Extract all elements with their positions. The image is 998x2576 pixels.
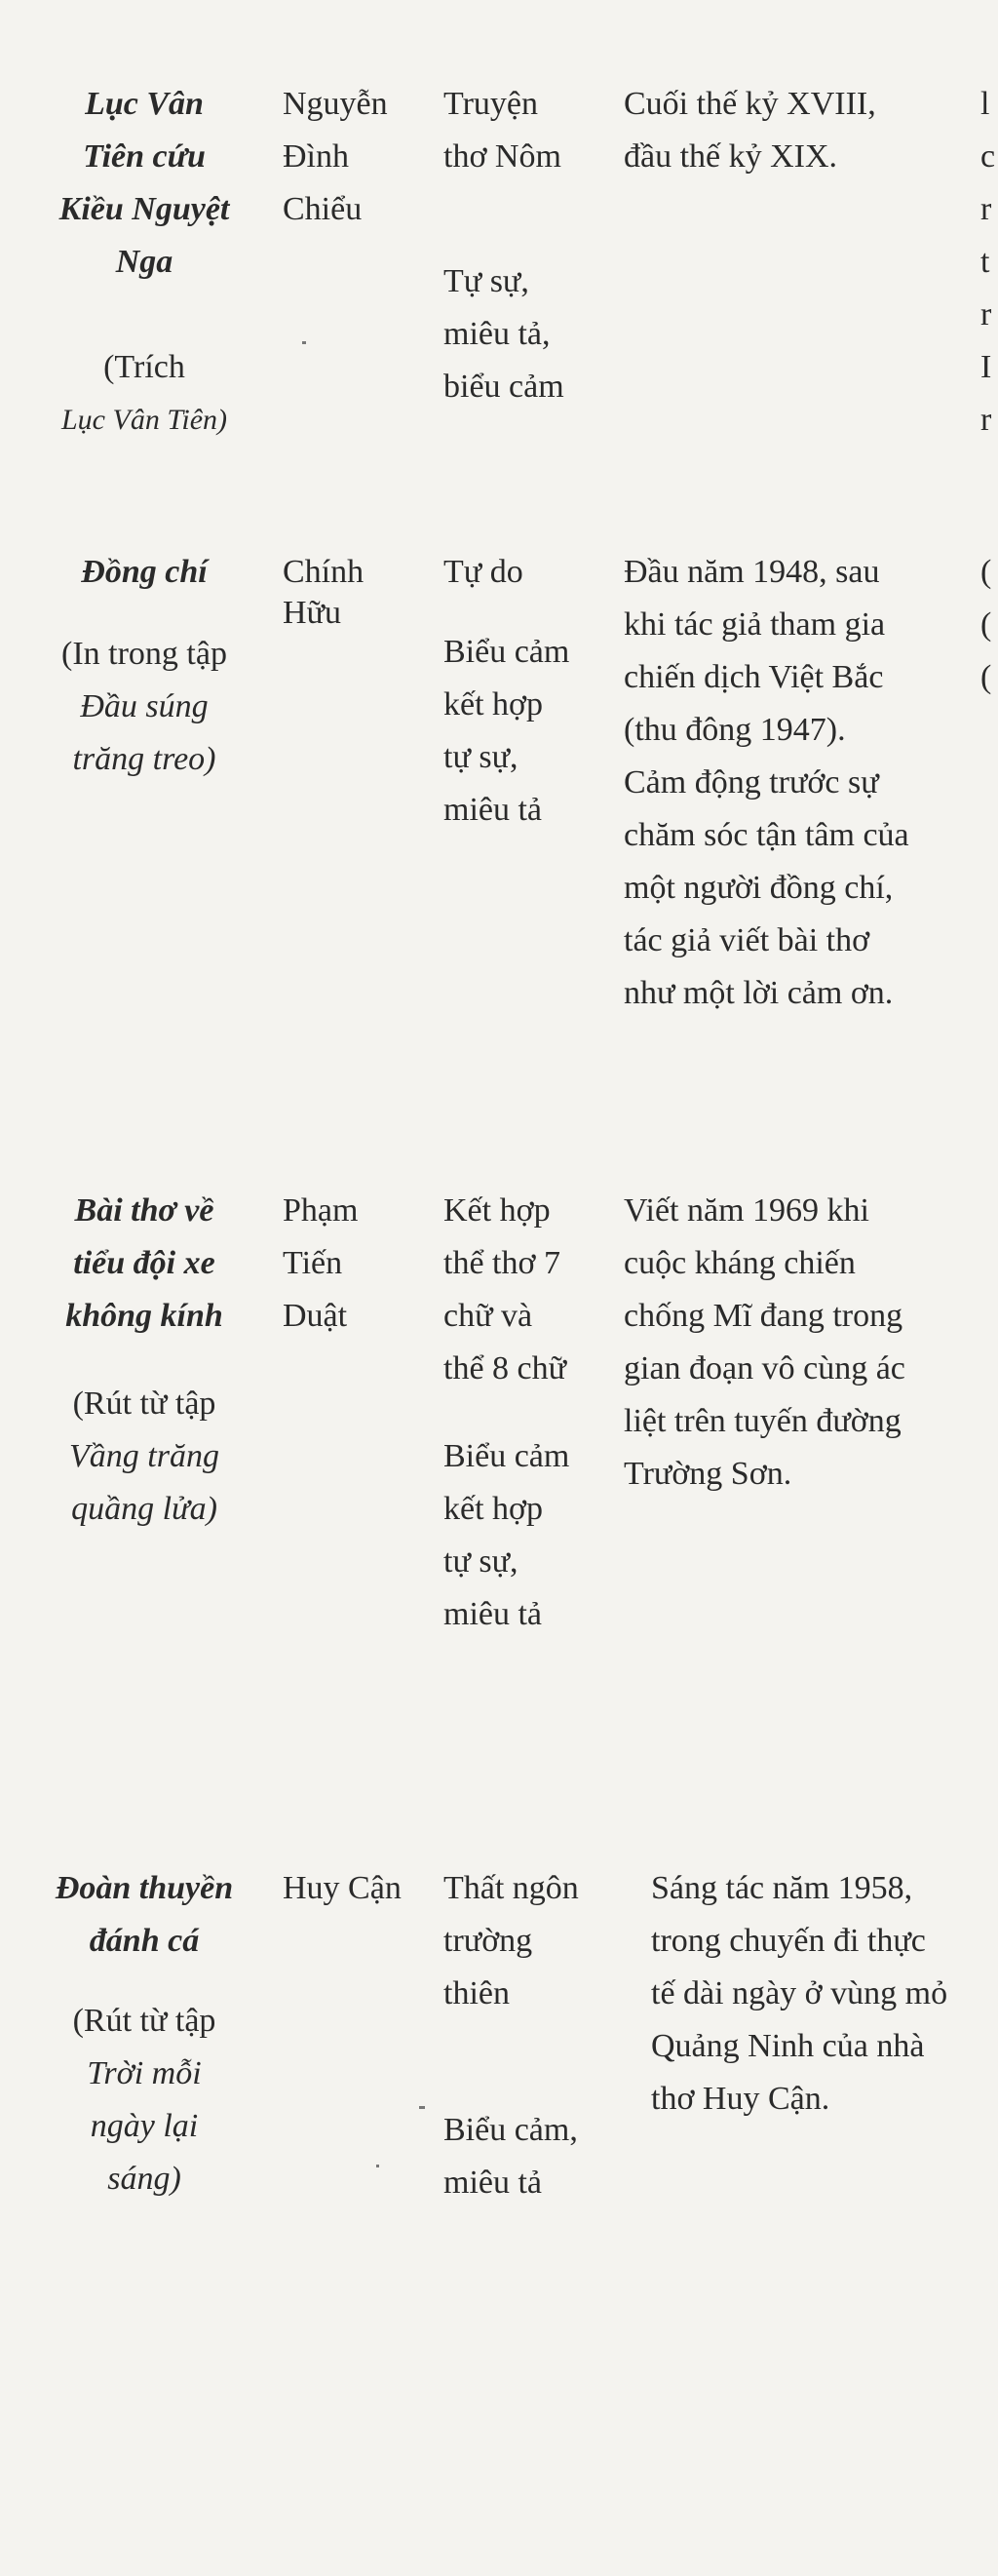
table-row [0,1862,998,2272]
work-title: không kính [65,1298,223,1334]
context-text: chống Mĩ đang trong [624,1298,903,1334]
author-name: Nguyễn [283,86,388,122]
cut-off-column [980,78,998,447]
work-title: Đồng chí [81,554,208,590]
work-title-cell [27,1185,261,1536]
work-title-cell [27,1862,261,2205]
expression-mode: miêu tả [443,1596,543,1632]
work-source: (In trong tập [61,636,227,672]
work-source: Đầu súng [80,688,209,724]
work-title-cell [27,78,261,447]
context-text: trong chuyến đi thực [651,1923,926,1959]
context-text: (thu đông 1947). [624,712,846,748]
expression-mode: biểu cảm [443,369,564,405]
author-cell [283,1862,429,1915]
context-text: Viết năm 1969 khi [624,1192,869,1229]
context-text: chăm sóc tận tâm của [624,817,909,853]
author-cell [283,546,429,631]
context-cell [624,1185,960,1501]
context-text: Trường Sơn. [624,1456,792,1492]
author-name: Huy Cận [283,1870,402,1906]
work-source: Trời mỗi [87,2055,202,2091]
context-text: thơ Huy Cận. [651,2081,830,2117]
context-text: Đầu năm 1948, sau [624,554,880,590]
genre-text: Kết hợp [443,1192,551,1229]
context-text: như một lời cảm ơn. [624,975,894,1011]
edge-glyph: ( [980,659,992,695]
work-title: Đoàn thuyền [55,1870,234,1906]
edge-glyph: I [980,349,992,385]
context-text: một người đồng chí, [624,870,894,906]
work-title: Lục Vân [85,86,204,122]
context-text: đầu thế kỷ XIX. [624,138,838,175]
author-name: Phạm [283,1192,359,1229]
table-row [0,78,998,488]
genre-text: thiên [443,1975,510,2011]
edge-glyph: ( [980,554,992,590]
expression-mode: kết hợp [443,1491,544,1527]
context-text: chiến dịch Việt Bắc [624,659,884,695]
edge-glyph: l [980,86,990,122]
work-source: ngày lại [90,2108,199,2144]
cut-off-column [980,546,998,704]
work-source: trăng treo) [72,741,216,777]
scan-speck [376,2165,379,2167]
work-title: Nga [115,244,173,280]
context-cell [624,78,960,183]
expression-mode: miêu tả, [443,316,551,352]
work-source: (Rút từ tập [72,2003,216,2039]
edge-glyph: r [980,296,992,332]
expression-mode: miêu tả [443,2165,543,2201]
work-title: Kiều Nguyệt [58,191,230,227]
scan-speck [302,341,306,344]
genre-text: chữ và [443,1298,533,1334]
edge-glyph: ( [980,606,992,643]
expression-mode: Biểu cảm [443,634,570,670]
author-name: Chính [283,554,365,590]
context-cell [624,546,960,1020]
work-source: (Rút từ tập [72,1386,216,1422]
work-source: Vầng trăng [69,1438,219,1474]
author-name: Đình [283,138,349,175]
expression-mode: tự sự, [443,1543,518,1580]
expression-mode: Tự sự, [443,263,529,299]
edge-glyph: r [980,191,992,227]
expression-mode: tự sự, [443,739,518,775]
genre-cell [443,1185,614,1641]
genre-text: thể 8 chữ [443,1350,567,1386]
author-name: Tiến [283,1245,343,1281]
work-title-cell [27,546,261,786]
work-title: tiểu đội xe [73,1245,215,1281]
work-source: (Trích [103,349,185,385]
work-title: Tiên cứu [83,138,206,175]
genre-text: Tự do [443,554,523,590]
context-text: gian đoạn vô cùng ác [624,1350,905,1386]
work-title: đánh cá [89,1923,200,1959]
edge-glyph: r [980,402,992,438]
context-text: tác giả viết bài thơ [624,922,870,958]
context-text: Cảm động trước sự [624,764,879,800]
work-source: quầng lửa) [71,1491,217,1527]
work-source: sáng) [107,2161,181,2197]
table-row [0,546,998,1053]
author-name: Duật [283,1298,348,1334]
genre-text: trường [443,1923,533,1959]
scan-speck [419,2106,425,2109]
expression-mode: Biểu cảm, [443,2112,578,2148]
context-text: liệt trên tuyến đường [624,1403,902,1439]
table-row [0,1185,998,1692]
context-text: khi tác giả tham gia [624,606,886,643]
genre-cell [443,546,614,837]
edge-glyph: t [980,244,990,280]
context-text: Quảng Ninh của nhà [651,2028,925,2064]
author-cell [283,1185,429,1343]
edge-glyph: c [980,138,996,175]
context-text: Sáng tác năm 1958, [651,1870,913,1906]
expression-mode: miêu tả [443,792,543,828]
author-cell [283,78,429,236]
context-text: cuộc kháng chiến [624,1245,856,1281]
author-name: Hữu [283,595,341,631]
expression-mode: Biểu cảm [443,1438,570,1474]
genre-text: Thất ngôn [443,1870,579,1906]
work-title: Bài thơ về [74,1192,214,1229]
context-text: tế dài ngày ở vùng mỏ [651,1975,948,2011]
genre-text: thể thơ 7 [443,1245,560,1281]
work-source: Lục Vân Tiên) [61,404,227,436]
context-text: Cuối thế kỷ XVIII, [624,86,876,122]
genre-text: Truyện [443,86,538,122]
genre-text: thơ Nôm [443,138,561,175]
context-cell [651,1862,982,2126]
genre-cell [443,78,614,413]
expression-mode: kết hợp [443,686,544,722]
genre-cell [443,1862,614,2209]
author-name: Chiểu [283,191,363,227]
